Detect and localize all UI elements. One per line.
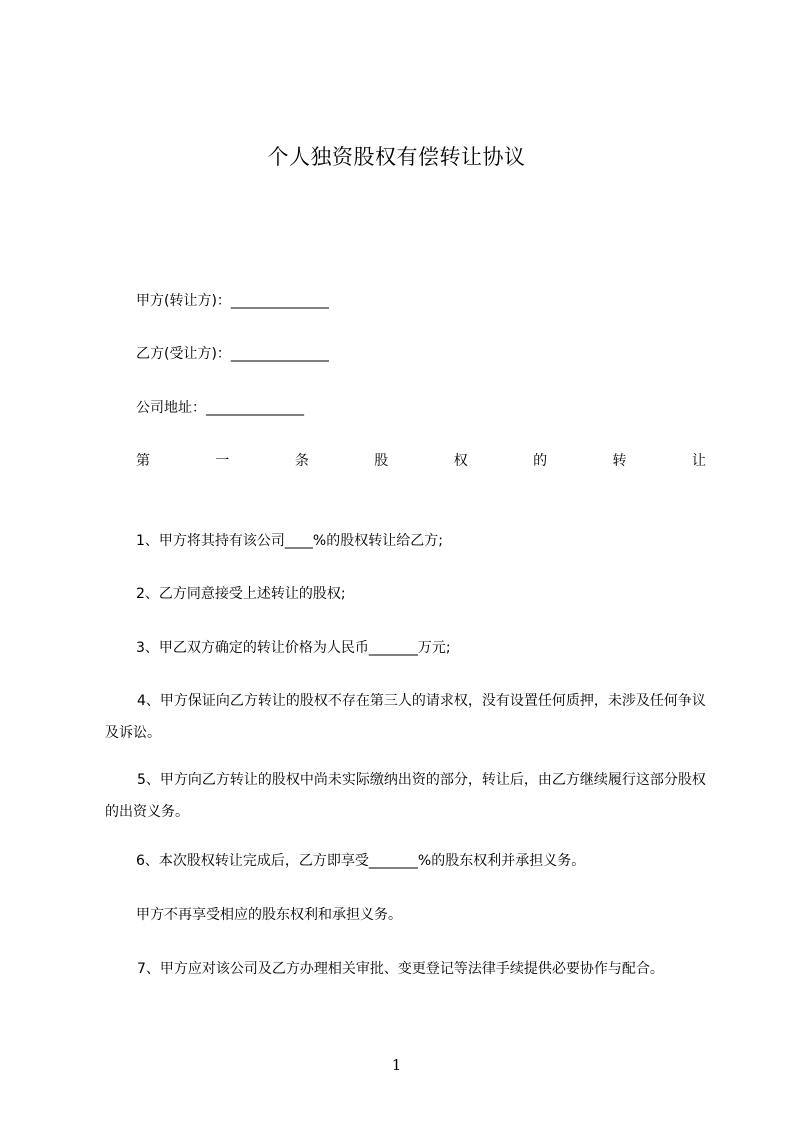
clause-6-note: 甲方不再享受相应的股东权利和承担义务。 bbox=[136, 907, 402, 923]
heading-char: 条 bbox=[294, 453, 309, 469]
heading-char: 转 bbox=[612, 453, 627, 469]
heading-char: 一 bbox=[215, 453, 230, 469]
clause-1: 1、甲方将其持有该公司____%的股权转让给乙方; bbox=[136, 533, 443, 549]
heading-char: 让 bbox=[691, 453, 706, 469]
page-number: 1 bbox=[391, 1056, 402, 1074]
article-1-heading bbox=[136, 451, 706, 471]
heading-char: 权 bbox=[453, 453, 468, 469]
clause-6: 6、本次股权转让完成后，乙方即享受_______%的股东权利并承担义务。 bbox=[136, 853, 586, 869]
heading-char: 的 bbox=[533, 453, 548, 469]
clause-3: 3、甲乙双方确定的转让价格为人民币_______万元; bbox=[136, 640, 451, 656]
clause-2: 2、乙方同意接受上述转让的股权; bbox=[136, 586, 346, 602]
heading-char: 股 bbox=[374, 453, 389, 469]
heading-char: 第 bbox=[136, 453, 150, 469]
party-b-line: 乙方(受让方)：______________ bbox=[136, 346, 329, 362]
party-a-line: 甲方(转让方)：______________ bbox=[136, 293, 329, 309]
clause-7: 7、甲方应对该公司及乙方办理相关审批、变更登记等法律手续提供必要协作与配合。 bbox=[137, 961, 664, 977]
company-address-line: 公司地址：______________ bbox=[136, 400, 304, 416]
clause-5: 5、甲方向乙方转让的股权中尚未实际缴纳出资的部分，转让后，由乙方继续履行这部分股权的出资义务。 bbox=[105, 772, 706, 820]
document-title: 个人独资股权有偿转让协议 bbox=[267, 145, 526, 169]
clause-4: 4、甲方保证向乙方转让的股权不存在第三人的请求权，没有设置任何质押，未涉及任何争议及诉讼。 bbox=[105, 693, 706, 741]
